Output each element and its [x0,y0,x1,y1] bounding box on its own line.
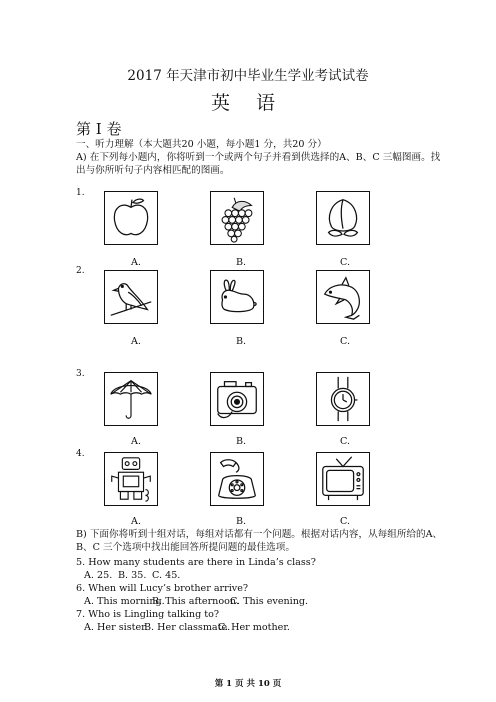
section-heading: 一、听力理解（本大题共20 小题，每小题1 分，共20 分） [76,139,327,150]
option-b-label: B. [236,257,247,268]
part-heading: 第 I 卷 [76,120,122,138]
part-b-instruction-line1: B) 下面你将听到十组对话，每组对话都有一个问题。根据对话内容，从每组所给的A、 [76,529,443,540]
dolphin-icon[interactable] [316,270,370,324]
answer-option[interactable]: A. 25. [84,570,113,581]
part-a-instruction-line2: 出与你所听句子内容相匹配的图画。 [76,165,230,176]
question-stem: 7. Who is Lingling talking to? [76,609,220,620]
subject-title: 英 语 [210,92,286,114]
peach-icon[interactable] [316,191,370,245]
question-number: 2. [76,266,85,276]
answer-option[interactable]: A. Her sister. [84,622,148,633]
umbrella-icon[interactable] [104,372,158,426]
option-c-label: C. [340,516,351,527]
television-icon[interactable] [316,452,370,506]
bird-icon[interactable] [104,270,158,324]
camera-icon[interactable] [210,372,264,426]
option-a-label: A. [131,257,141,268]
question-stem: 6. When will Lucy’s brother arrive? [76,583,249,594]
option-c-label: C. [340,257,351,268]
watch-icon[interactable] [316,372,370,426]
option-a-label: A. [131,516,141,527]
question-stem: 5. How many students are there in Linda’s class? [76,557,316,568]
part-a-instruction-line1: A) 在下列每小题内，你将听到一个或两个句子并看到供选择的A、B、C 三幅图画。找 [76,152,441,163]
question-number: 1. [76,188,85,198]
option-c-label: C. [340,336,351,347]
telephone-icon[interactable] [210,452,264,506]
answer-option[interactable]: C. This evening. [230,596,309,607]
grapes-icon[interactable] [210,191,264,245]
robot-icon[interactable] [104,452,158,506]
option-c-label: C. [340,436,351,447]
answer-option[interactable]: B. This afternoon. [152,596,240,607]
answer-option[interactable]: C. 45. [152,570,181,581]
rabbit-icon[interactable] [210,270,264,324]
part-b-instruction-line2: B、C 三个选项中找出能回答所提问题的最佳选项。 [76,542,295,553]
answer-option[interactable]: C. Her mother. [218,622,290,633]
option-b-label: B. [236,516,247,527]
answer-option[interactable]: A. This morning. [84,596,165,607]
question-number: 3. [76,369,85,379]
option-a-label: A. [131,336,141,347]
option-b-label: B. [236,436,247,447]
apple-icon[interactable] [104,191,158,245]
answer-option[interactable]: B. Her classmate. [144,622,231,633]
page-footer: 第 1 页 共 10 页 [214,679,282,689]
exam-title: 2017 年天津市初中毕业生学业考试试卷 [127,68,369,84]
option-b-label: B. [236,336,247,347]
answer-option[interactable]: B. 35. [118,570,147,581]
question-number: 4. [76,449,85,459]
option-a-label: A. [131,436,141,447]
